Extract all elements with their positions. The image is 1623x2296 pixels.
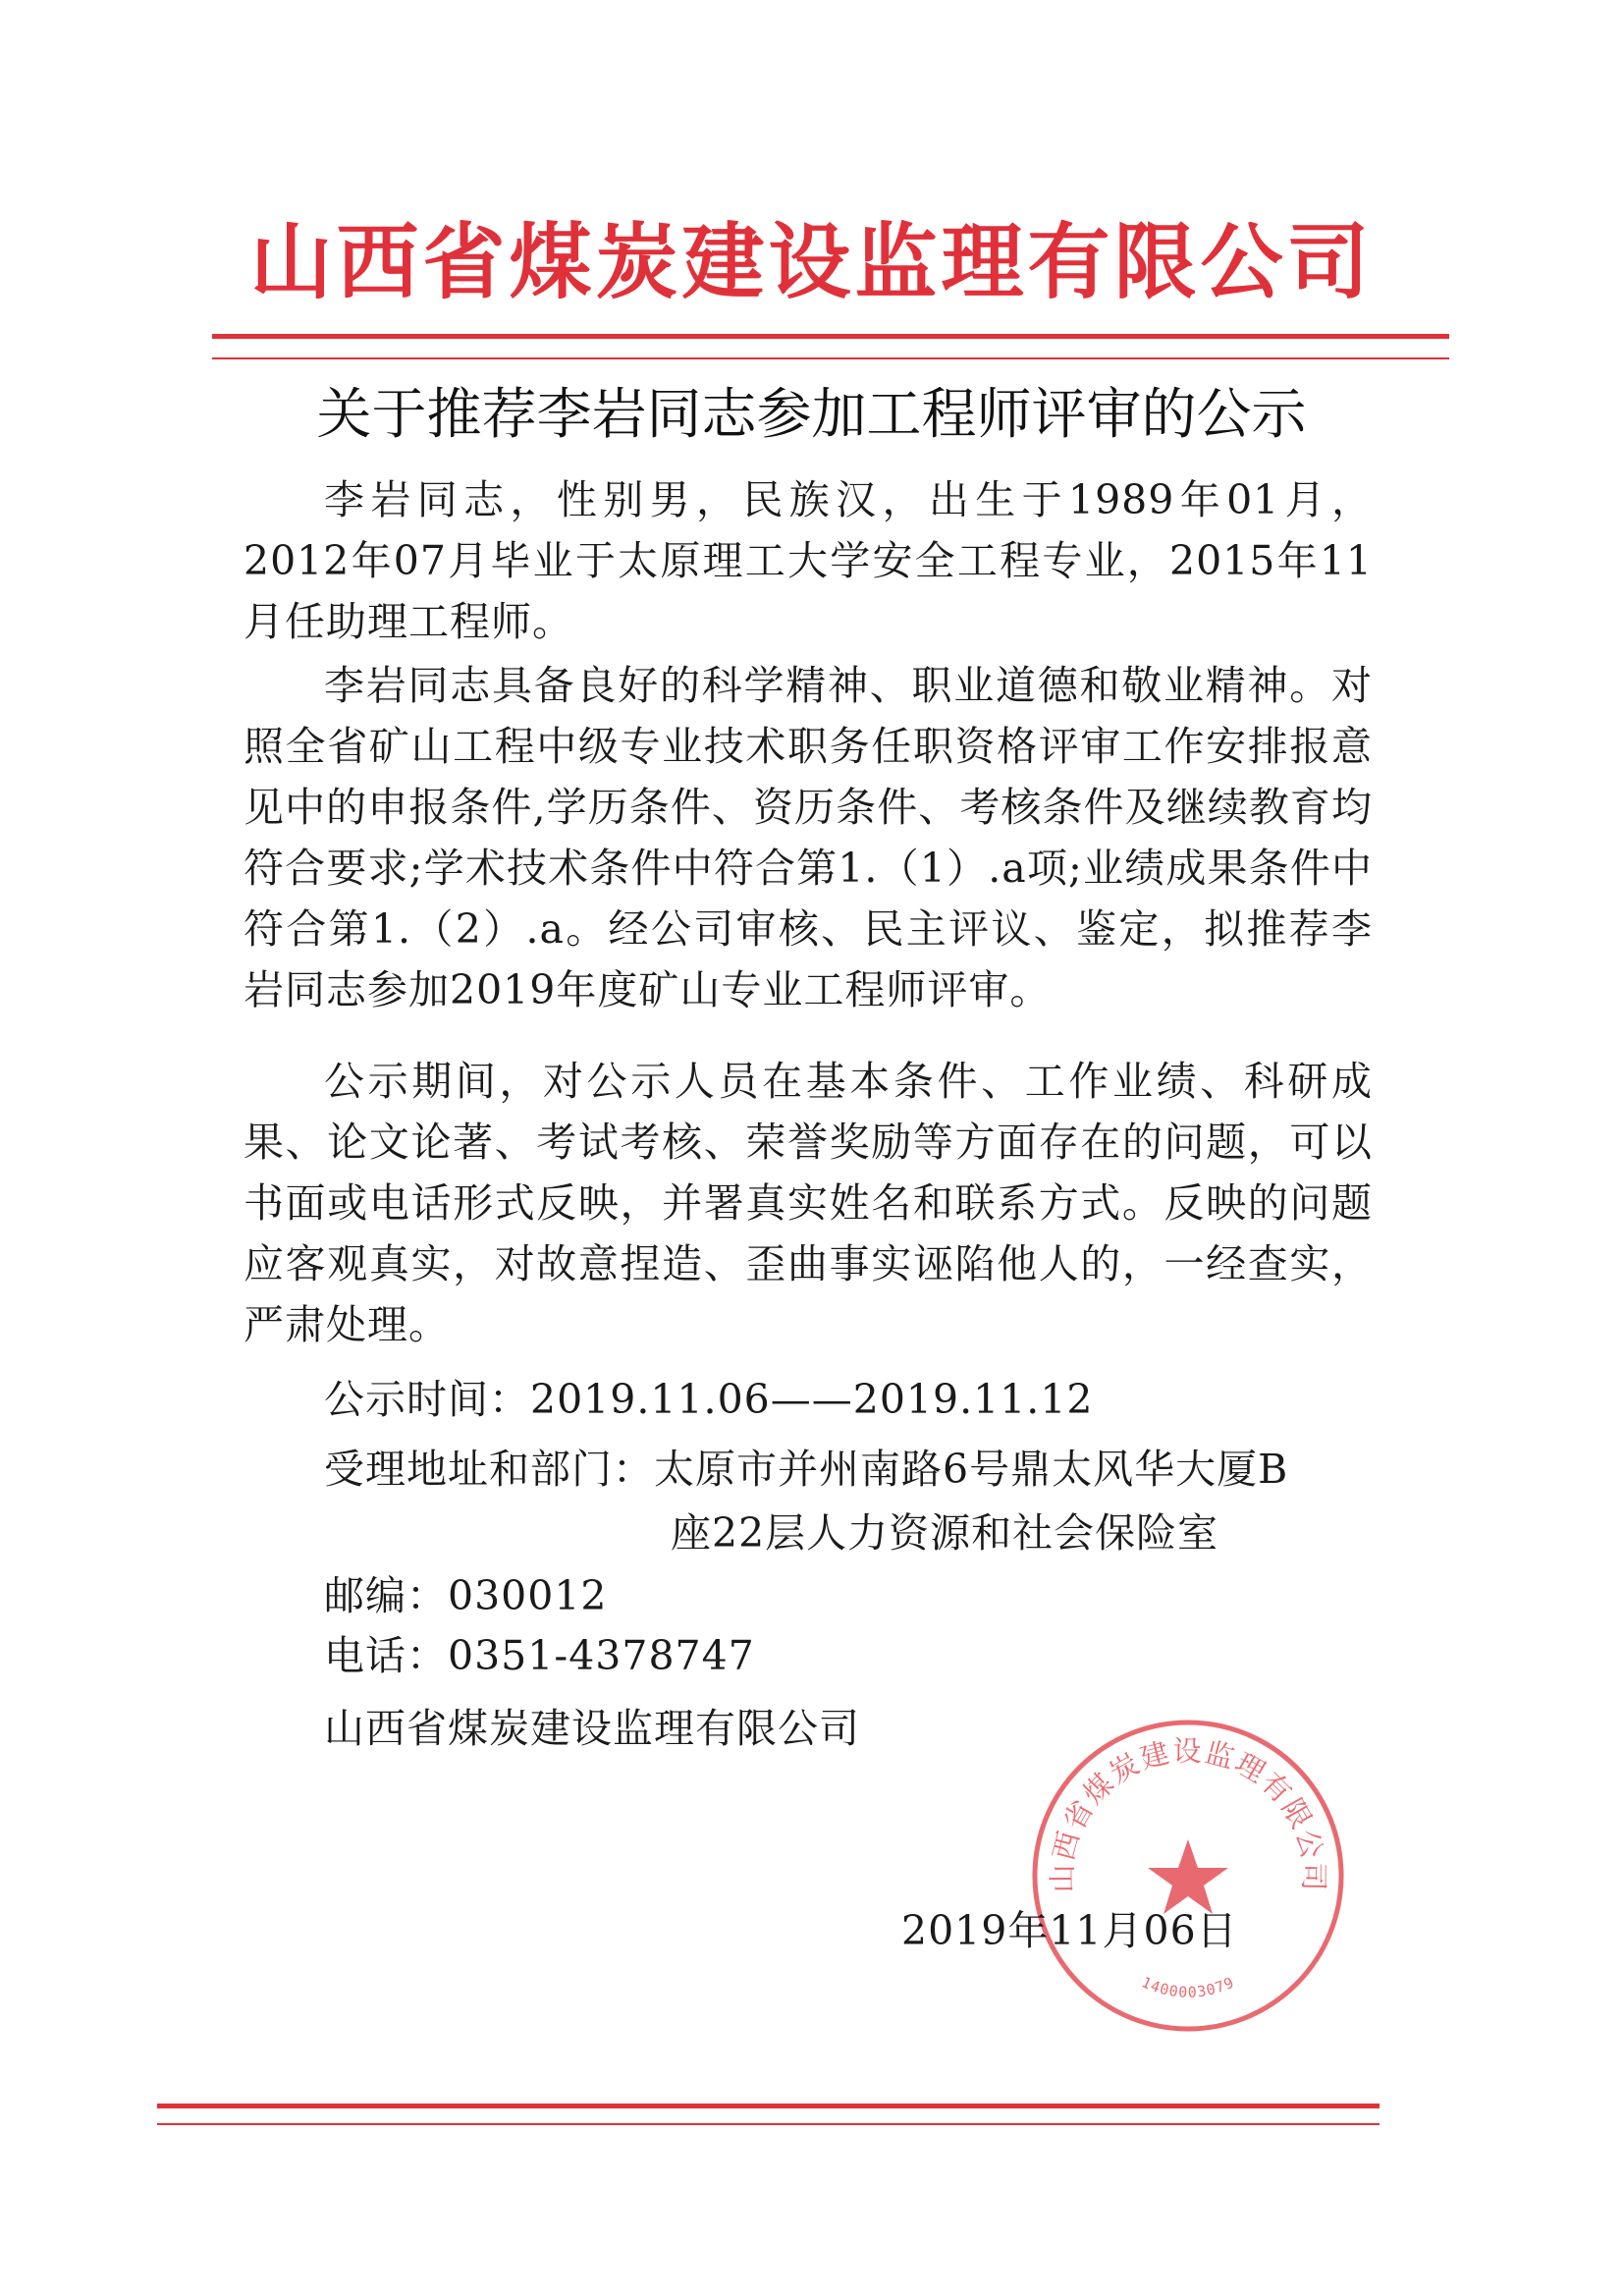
- letterhead-rule-thick: [212, 334, 1449, 339]
- phone: 电话：0351-4378747: [324, 1632, 755, 1679]
- postcode: 邮编：030012: [324, 1572, 608, 1619]
- seal-code-text: 1400003079: [1138, 1973, 1238, 2001]
- svg-text:1400003079: [1139, 1973, 1237, 2001]
- address-line-1: 受理地址和部门：太原市并州南路6号鼎太风华大厦B: [324, 1446, 1289, 1493]
- address-line-2: 座22层人力资源和社会保险室: [671, 1509, 1219, 1557]
- notice-time: 公示时间：2019.11.06——2019.11.12: [324, 1376, 1094, 1423]
- paragraph-qualifications: 李岩同志具备良好的科学精神、职业道德和敬业精神。对照全省矿山工程中级专业技术职务任职资格评审工作安排报意见中的申报条件,学历条件、资历条件、考核条件及继续教育均符合要求;学术技术条件中符合第1.（1）.a项;业绩成果条件中符合第1.（2）.a。经公司审核、民主评议、鉴定，拟推荐李岩同志参加2019年度矿山专业工程师评审。: [243, 662, 1373, 1013]
- footer-rule-thick: [157, 2104, 1380, 2108]
- footer-rule-thin: [157, 2123, 1380, 2125]
- company-seal-stamp: [1026, 1714, 1350, 2038]
- signature-company: 山西省煤炭建设监理有限公司: [324, 1705, 860, 1752]
- paragraph-personal-info: 李岩同志，性别男，民族汉，出生于1989年01月，2012年07月毕业于太原理工大学安全工程专业，2015年11月任助理工程师。: [243, 476, 1373, 645]
- document-title: 关于推荐李岩同志参加工程师评审的公示: [316, 383, 1307, 447]
- seal-star-icon: [1148, 1839, 1228, 1914]
- letterhead-company-name: 山西省煤炭建设监理有限公司: [249, 214, 1374, 310]
- paragraph-notice-terms: 公示期间，对公示人员在基本条件、工作业绩、科研成果、论文论著、考试考核、荣誉奖励等方面存在的问题，可以书面或电话形式反映，并署真实姓名和联系方式。反映的问题应客观真实，对故意捏造、歪曲事实诬陷他人的，一经查实，严肃处理。: [243, 1058, 1373, 1348]
- letterhead-rule-thin: [212, 357, 1449, 359]
- document-date: 2019年11月06日: [901, 1907, 1238, 1954]
- seal-arc-text: 山西省煤炭建设监理有限公司: [1045, 1734, 1331, 1893]
